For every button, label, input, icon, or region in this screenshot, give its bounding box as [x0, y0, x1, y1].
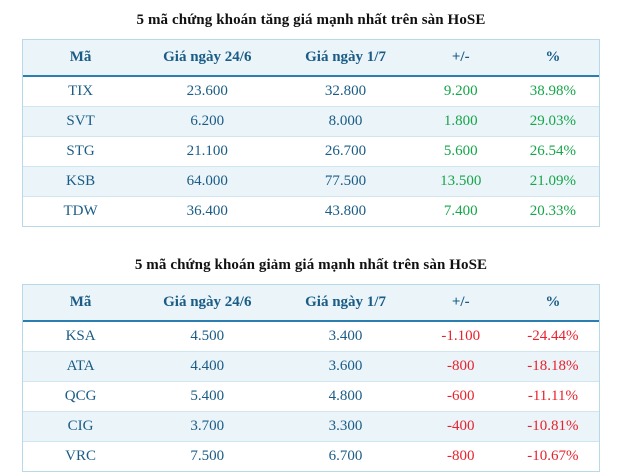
table-row [23, 321, 599, 352]
cell-delta: -600 [415, 382, 507, 412]
header-price-2: Giá ngày 1/7 [276, 285, 414, 321]
cell-ma: QCG [23, 382, 138, 412]
cell-delta: 13.500 [415, 167, 507, 197]
cell-price-2: 43.800 [324, 203, 367, 219]
table-row [23, 352, 599, 382]
section-gap [0, 227, 622, 245]
cell-delta: -1.100 [415, 321, 507, 352]
cell-delta: 1.800 [415, 107, 507, 137]
cell-ma: TDW [63, 203, 98, 219]
cell-price-2: 32.800 [276, 76, 414, 107]
header-price-2: Giá ngày 1/7 [276, 40, 414, 76]
cell-price-1: 4.400 [138, 352, 276, 382]
gainers-table-head [23, 40, 599, 76]
cell-price-2: 6.700 [328, 448, 363, 464]
cell-price-1: 7.500 [190, 448, 225, 464]
cell-price-1: 36.400 [186, 203, 228, 219]
losers-table-body [23, 321, 599, 471]
cell-delta: -800 [446, 448, 475, 464]
table-row [23, 107, 599, 137]
gainers-table [23, 40, 599, 226]
cell-percent: 21.09% [507, 167, 599, 197]
cell-price-1: 5.400 [138, 382, 276, 412]
cell-price-1: 23.600 [138, 76, 276, 107]
table-row [23, 197, 599, 227]
cell-percent: -24.44% [507, 321, 599, 352]
cell-percent: -11.11% [507, 382, 599, 412]
table-row [23, 167, 599, 197]
losers-table-wrap [22, 284, 600, 472]
cell-delta: -800 [415, 352, 507, 382]
cell-ma: STG [23, 137, 138, 167]
cell-delta: 9.200 [415, 76, 507, 107]
table-header-row [23, 285, 599, 321]
cell-percent: 38.98% [507, 76, 599, 107]
losers-caption: 5 mã chứng khoán giảm giá mạnh nhất trên sàn HoSE [134, 257, 488, 273]
header-percent: % [507, 40, 599, 76]
cell-price-1: 4.500 [138, 321, 276, 352]
cell-delta: -400 [415, 412, 507, 442]
table-row [23, 137, 599, 167]
cell-ma: KSA [23, 321, 138, 352]
cell-price-2: 3.400 [276, 321, 414, 352]
header-ma: Mã [23, 40, 138, 76]
cell-price-2: 4.800 [276, 382, 414, 412]
cell-price-2: 3.600 [276, 352, 414, 382]
table-row [23, 442, 599, 472]
cell-ma: CIG [23, 412, 138, 442]
losers-section [0, 245, 622, 472]
table-header-row [23, 40, 599, 76]
cell-price-2: 8.000 [276, 107, 414, 137]
cell-price-1: 21.100 [138, 137, 276, 167]
cell-price-1: 64.000 [138, 167, 276, 197]
cell-percent: -10.81% [507, 412, 599, 442]
table-row [23, 76, 599, 107]
cell-price-2: 26.700 [276, 137, 414, 167]
gainers-table-body [23, 76, 599, 226]
header-price-1: Giá ngày 24/6 [138, 285, 276, 321]
cell-delta: 5.600 [415, 137, 507, 167]
cell-price-1: 6.200 [138, 107, 276, 137]
header-percent: % [507, 285, 599, 321]
cell-ma: ATA [23, 352, 138, 382]
cell-percent: -18.18% [507, 352, 599, 382]
gainers-section [0, 0, 622, 227]
cell-percent: 20.33% [529, 203, 577, 219]
losers-table [23, 285, 599, 471]
header-delta: +/- [415, 40, 507, 76]
cell-ma: KSB [23, 167, 138, 197]
cell-percent: 26.54% [507, 137, 599, 167]
header-price-1: Giá ngày 24/6 [138, 40, 276, 76]
cell-ma: TIX [23, 76, 138, 107]
gainers-table-wrap [22, 39, 600, 227]
cell-percent: 29.03% [507, 107, 599, 137]
cell-percent: -10.67% [527, 448, 579, 464]
header-ma: Mã [23, 285, 138, 321]
table-row [23, 382, 599, 412]
header-delta: +/- [415, 285, 507, 321]
cell-price-2: 77.500 [276, 167, 414, 197]
cell-delta: 7.400 [443, 203, 478, 219]
table-row [23, 412, 599, 442]
cell-ma: VRC [65, 448, 97, 464]
losers-table-head [23, 285, 599, 321]
cell-price-2: 3.300 [276, 412, 414, 442]
gainers-caption: 5 mã chứng khoán tăng giá mạnh nhất trên sàn HoSE [136, 12, 486, 28]
cell-price-1: 3.700 [138, 412, 276, 442]
cell-ma: SVT [23, 107, 138, 137]
